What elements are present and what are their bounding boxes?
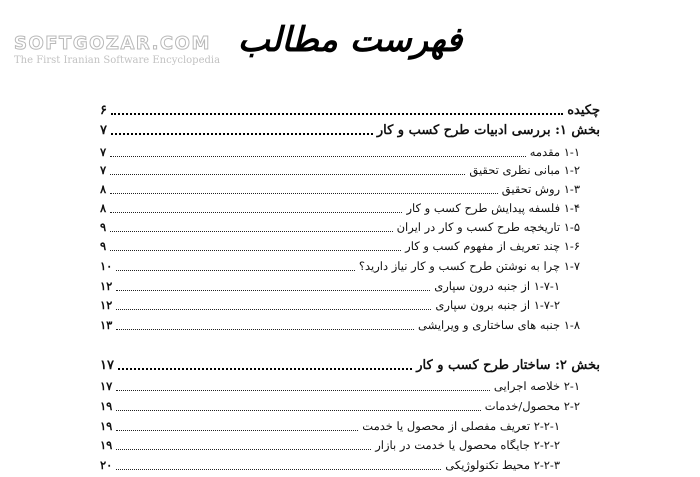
- toc-entry-label: بخش ۱: بررسی ادبیات طرح کسب و کار: [376, 123, 600, 138]
- toc-entry: [100, 435, 600, 453]
- toc-leader-dots: [110, 230, 392, 232]
- toc-entry-label: ۲-۲-۳ محیط تکنولوژیکی: [445, 458, 560, 472]
- toc-leader-dots: [110, 249, 401, 251]
- toc-entry-page-number: ۸: [100, 201, 107, 215]
- toc-leader-dots: [111, 112, 563, 115]
- toc-entry-label: ۱-۳ روش تحقیق: [501, 182, 580, 196]
- toc-entry: [100, 455, 600, 473]
- toc-entry: [100, 276, 600, 294]
- toc-leader-dots: [110, 155, 526, 157]
- toc-entry-label: ۲-۲ محصول/خدمات: [484, 399, 580, 413]
- toc-entry-label: ۱-۶ چند تعریف از مفهوم کسب و کار: [405, 239, 580, 253]
- toc-entry: [100, 236, 600, 254]
- toc-leader-dots: [110, 192, 498, 194]
- toc-entry: [100, 295, 600, 313]
- toc-entry-page-number: ۸: [100, 182, 107, 196]
- toc-entry-label: ۱-۴ فلسفه پیدایش طرح کسب و کار: [406, 201, 580, 215]
- toc-leader-dots: [116, 289, 430, 291]
- toc-leader-dots: [116, 468, 441, 470]
- toc-entry-page-number: ۷: [100, 145, 107, 159]
- toc-leader-dots: [116, 429, 358, 431]
- toc-leader-dots: [116, 409, 480, 411]
- toc-entry-page-number: ۶: [100, 103, 107, 118]
- toc-leader-dots: [110, 173, 465, 175]
- toc-entry-page-number: ۹: [100, 239, 107, 253]
- toc-entry-page-number: ۹: [100, 220, 107, 234]
- toc-entry-page-number: ۱۲: [100, 298, 113, 312]
- toc-section-heading: [100, 100, 600, 118]
- toc-entry-label: ۲-۱ خلاصه اجرایی: [493, 379, 580, 393]
- toc-leader-dots: [118, 367, 412, 370]
- toc-leader-dots: [116, 328, 414, 330]
- toc-entry-page-number: ۱۹: [100, 399, 113, 413]
- toc-entry: [100, 179, 600, 197]
- watermark-subtitle: The First Iranian Software Encyclopedia: [14, 55, 221, 66]
- toc-entry-label: ۱-۱ مقدمه: [529, 145, 580, 159]
- toc-entry: [100, 217, 600, 235]
- toc-entry-label: ۱-۷-۲ از جنبه برون سپاری: [435, 298, 560, 312]
- toc-entry-label: ۲-۲-۱ تعریف مفصلی از محصول یا خدمت: [362, 419, 560, 433]
- toc-entry-page-number: ۱۷: [100, 379, 113, 393]
- toc-entry: [100, 376, 600, 394]
- toc-entry-page-number: ۱۷: [100, 358, 114, 373]
- toc-entry-label: چکیده: [567, 103, 600, 118]
- toc-entry: [100, 256, 600, 274]
- toc-entry-page-number: ۷: [100, 123, 107, 138]
- toc-entry: [100, 416, 600, 434]
- toc-leader-dots: [116, 389, 490, 391]
- toc-leader-dots: [116, 308, 431, 310]
- toc-entry: [100, 396, 600, 414]
- toc-section-heading: [100, 355, 600, 373]
- watermark-brand: SOFTGOZAR.COM: [14, 33, 211, 54]
- toc-entry-page-number: ۱۳: [100, 318, 113, 332]
- toc-entry-page-number: ۱۲: [100, 279, 113, 293]
- toc-entry: [100, 198, 600, 216]
- toc-entry: [100, 315, 600, 333]
- toc-entry-label: بخش ۲: ساختار طرح کسب و کار: [416, 358, 600, 373]
- document-title: فهرست مطالب: [237, 20, 463, 60]
- toc-leader-dots: [111, 132, 373, 135]
- toc-entry-page-number: ۲۰: [100, 458, 113, 472]
- toc-entry-label: ۱-۷-۱ از جنبه درون سپاری: [434, 279, 560, 293]
- toc-entry-page-number: ۷: [100, 163, 107, 177]
- toc-entry-page-number: ۱۰: [100, 259, 113, 273]
- toc-entry: [100, 160, 600, 178]
- toc-entry-label: ۱-۸ جنبه های ساختاری و ویرایشی: [418, 318, 580, 332]
- toc-section-heading: [100, 120, 600, 138]
- toc-entry-label: ۲-۲-۲ جایگاه محصول یا خدمت در بازار: [375, 438, 560, 452]
- toc-leader-dots: [116, 448, 371, 450]
- toc-entry: [100, 142, 600, 160]
- toc-entry-label: ۱-۲ مبانی نظری تحقیق: [469, 163, 580, 177]
- toc-leader-dots: [110, 211, 402, 213]
- toc-entry-label: ۱-۵ تاریخچه طرح کسب و کار در ایران: [396, 220, 580, 234]
- toc-leader-dots: [116, 269, 355, 271]
- toc-entry-label: ۱-۷ چرا به نوشتن طرح کسب و کار نیاز دارید؟: [358, 259, 580, 273]
- toc-entry-page-number: ۱۹: [100, 438, 113, 452]
- toc-entry-page-number: ۱۹: [100, 419, 113, 433]
